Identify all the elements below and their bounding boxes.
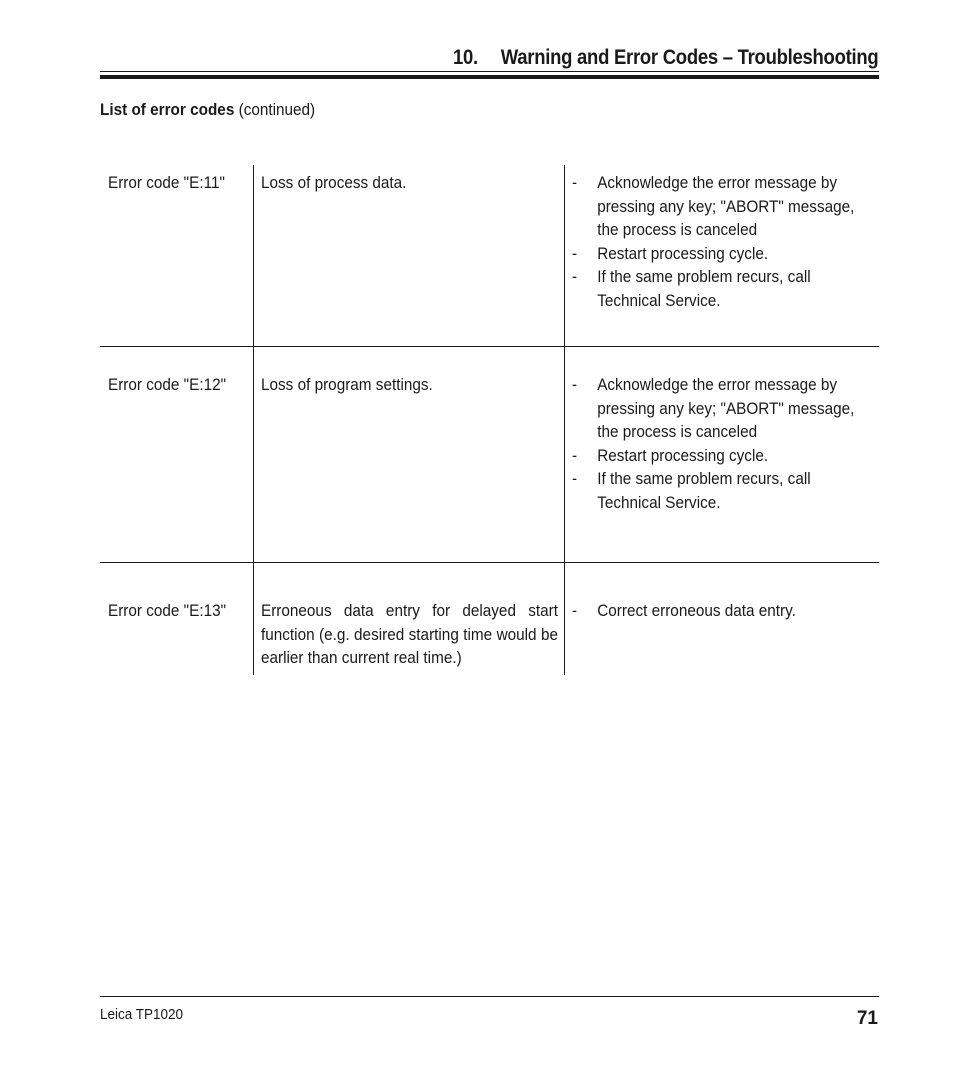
remedy-item (572, 265, 869, 312)
bullet-dash: - (572, 601, 578, 620)
remedy-list-e12 (572, 373, 869, 514)
remedy-text: If the same problem recurs, call Technical Service. (597, 267, 811, 310)
bullet-dash: - (572, 243, 578, 263)
remedy-list-e11 (572, 171, 869, 312)
remedy-item (572, 373, 869, 444)
footer-product-name: Leica TP1020 (100, 1006, 184, 1023)
section-heading-bold: List of error codes (100, 100, 235, 119)
header-rule-thin (100, 71, 879, 72)
bullet-dash: - (572, 469, 578, 488)
section-heading-continued: (continued) (238, 100, 316, 119)
remedy-text: Restart processing cycle. (597, 445, 769, 465)
page-number: 71 (856, 1008, 878, 1029)
remedy-list-e13 (572, 599, 869, 623)
remedy-text: If the same problem recurs, call Technical Service. (597, 469, 811, 512)
table-column-divider-2 (564, 165, 565, 675)
remedy-item (572, 444, 869, 468)
chapter-number: 10. (452, 46, 478, 69)
chapter-title-text: Warning and Error Codes – Troubleshooting (500, 46, 878, 69)
bullet-dash: - (572, 375, 578, 394)
remedy-text: Correct erroneous data entry. (597, 601, 796, 620)
remedy-item (572, 599, 869, 623)
footer-rule (100, 996, 879, 997)
error-description-e12: Loss of program settings. (261, 375, 433, 394)
remedy-item (572, 171, 869, 242)
header-rule-thick (100, 75, 879, 79)
bullet-dash: - (572, 173, 578, 192)
error-code-e12: Error code "E:12" (108, 375, 227, 394)
table-row-divider (100, 562, 879, 563)
error-description-e13: Erroneous data entry for delayed start function (e.g. desired starting time would be earlier than current real time.) (261, 601, 558, 667)
remedy-text: Restart processing cycle. (597, 243, 769, 263)
error-code-e13: Error code "E:13" (108, 601, 227, 620)
remedy-item (572, 242, 869, 266)
remedy-text: Acknowledge the error message by pressing any key; "ABORT" message, the process is canceled (597, 375, 855, 441)
section-heading (100, 100, 315, 120)
table-column-divider-1 (253, 165, 254, 675)
remedy-item (572, 467, 869, 514)
error-code-e11: Error code "E:11" (108, 173, 225, 192)
chapter-title (453, 46, 878, 70)
bullet-dash: - (572, 267, 578, 286)
error-description-e11: Loss of process data. (261, 173, 407, 192)
bullet-dash: - (572, 445, 578, 465)
table-row-divider (100, 346, 879, 347)
remedy-text: Acknowledge the error message by pressing any key; "ABORT" message, the process is canceled (597, 173, 855, 239)
